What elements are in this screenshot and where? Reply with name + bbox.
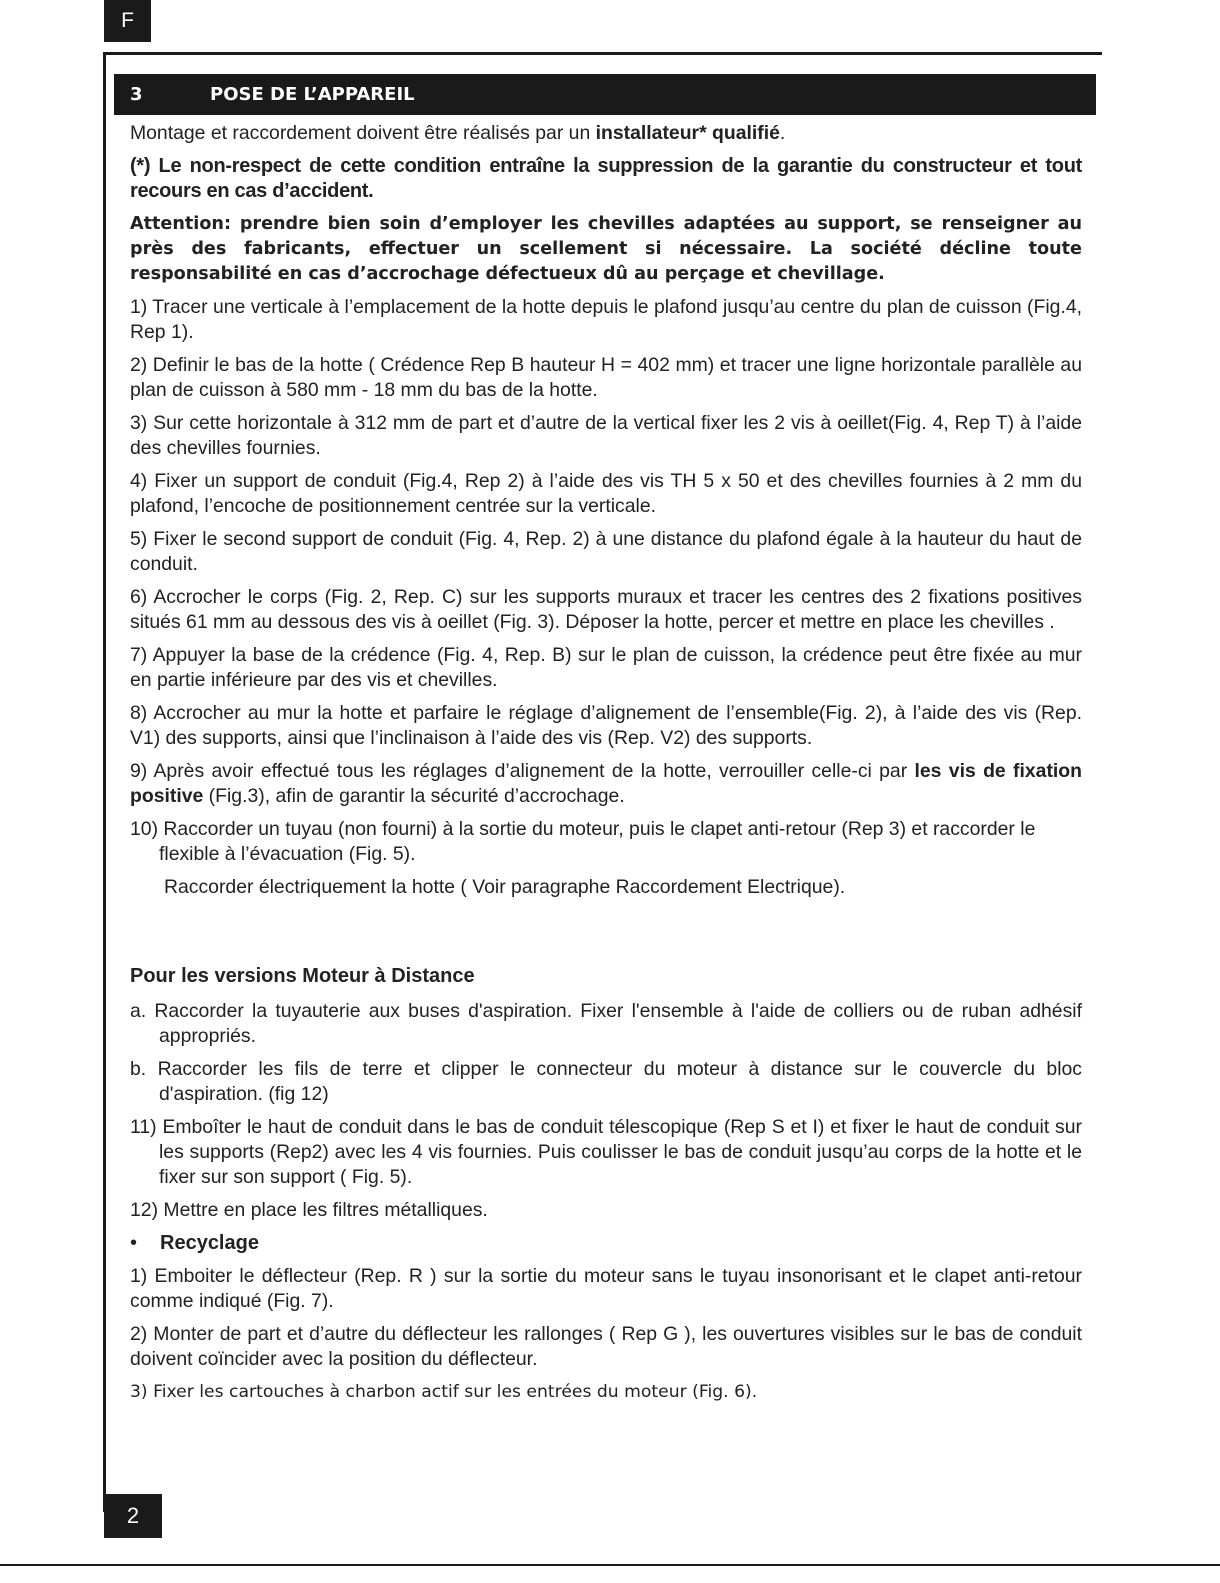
step-10: 10) Raccorder un tuyau (non fourni) à la sortie du moteur, puis le clapet anti-retour (Rep 3) et raccorder le flexible à l’évacuation (Fig. 5). [130, 818, 1036, 865]
bottom-rule [0, 1564, 1220, 1566]
step-1: 1) Tracer une verticale à l’emplacement de la hotte depuis le plafond jusqu’au centre du plan de cuisson (Fig.4, Rep 1). [130, 296, 1082, 343]
intro-text: Montage et raccordement doivent être réalisés par un [130, 122, 596, 144]
warranty-warning: (*) Le non-respect de cette condition entraîne la suppression de la garantie du constructeur et tout recours en cas d’accident. [130, 155, 1082, 202]
step-9-bold-2: fixation positive [130, 760, 1082, 807]
step-11: 11) Emboîter le haut de conduit dans le bas de conduit télescopique (Rep S et I) et fixer le haut de conduit sur les supports (Rep2) avec les 4 vis fournies. Puis coulisser le bas de conduit jusqu’au corps de la hotte et le fixer sur son support ( Fig. 5). [130, 1116, 1082, 1188]
page-number-label: 2 [126, 1503, 140, 1528]
step-9-text-end: (Fig.3), afin de garantir la sécurité d’accrochage. [203, 785, 625, 807]
left-rule [103, 52, 106, 1512]
step-6: 6) Accrocher le corps (Fig. 2, Rep. C) sur les supports muraux et tracer les centres des 2 fixations positives situés 61 mm au dessous des vis à oeillet (Fig. 3). Déposer la hotte, percer et mettre en place les chevilles . [130, 586, 1082, 633]
intro-bold: installateur* qualifié [595, 122, 780, 144]
step-12: 12) Mettre en place les filtres métalliques. [130, 1199, 488, 1221]
step-10-electrical: Raccorder électriquement la hotte ( Voir paragraphe Raccordement Electrique). [164, 876, 846, 898]
intro-end: . [779, 122, 786, 144]
recycling-title-text: Recyclage [160, 1232, 259, 1254]
step-9-text: 9) Après avoir effectué tous les réglages d’alignement de la hotte, verrouiller celle-ci par [130, 760, 915, 782]
step-5: 5) Fixer le second support de conduit (Fig. 4, Rep. 2) à une distance du plafond égale à la hauteur du haut de conduit. [130, 528, 1082, 575]
step-2: 2) Definir le bas de la hotte ( Crédence Rep B hauteur H = 402 mm) et tracer une ligne horizontale parallèle au plan de cuisson à 580 mm - 18 mm du bas de la hotte. [130, 354, 1082, 401]
remote-motor-title: Pour les versions Moteur à Distance [130, 965, 475, 987]
step-9-bold-1: les vis de [914, 760, 1006, 782]
step-3: 3) Sur cette horizontale à 312 mm de part et d’autre de la vertical fixer les 2 vis à oeillet(Fig. 4, Rep T) à l’aide des chevilles fournies. [130, 412, 1082, 459]
page-number [104, 1494, 162, 1538]
section-title: POSE DE L’APPAREIL [210, 84, 415, 105]
recycling-title [130, 1231, 1082, 1256]
recycling-step-3: 3) Fixer les cartouches à charbon actif sur les entrées du moteur (Fig. 6). [130, 1382, 758, 1402]
bullet-icon: • [130, 1232, 138, 1254]
remote-item-a: a. Raccorder la tuyauterie aux buses d'aspiration. Fixer l'ensemble à l'aide de colliers ou de ruban adhésif appropriés. [130, 1000, 1082, 1047]
step-7: 7) Appuyer la base de la crédence (Fig. 4, Rep. B) sur le plan de cuisson, la crédence peut être fixée au mur en partie inférieure par des vis et chevilles. [130, 644, 1082, 691]
intro-paragraph [130, 121, 1082, 146]
language-tab [104, 0, 151, 42]
recycling-step-1: 1) Emboiter le déflecteur (Rep. R ) sur la sortie du moteur sans le tuyau insonorisant et le clapet anti-retour comme indiqué (Fig. 7). [130, 1265, 1082, 1312]
section-number: 3 [130, 84, 143, 105]
top-rule [104, 52, 1102, 55]
remote-item-b: b. Raccorder les fils de terre et clipper le connecteur du moteur à distance sur le couvercle du bloc d'aspiration. (fig 12) [130, 1058, 1082, 1105]
step-8: 8) Accrocher au mur la hotte et parfaire le réglage d’alignement de l’ensemble(Fig. 2), à l’aide des vis (Rep. V1) des supports, ainsi que l’inclinaison à l’aide des vis (Rep. V2) des supports. [130, 702, 1082, 749]
recycling-step-2: 2) Monter de part et d’autre du déflecteur les rallonges ( Rep G ), les ouvertures visibles sur le bas de conduit doivent coïncider avec la position du déflecteur. [130, 1323, 1082, 1370]
step-4: 4) Fixer un support de conduit (Fig.4, Rep 2) à l’aide des vis TH 5 x 50 et des chevilles fournies à 2 mm du plafond, l’encoche de positionnement centrée sur la verticale. [130, 470, 1082, 517]
language-tab-label: F [121, 9, 134, 32]
attention-note: Attention: prendre bien soin d’employer les chevilles adaptées au support, se renseigner au près des fabricants, effectuer un scellement si nécessaire. La société décline toute responsabilité en cas d’accrochage défectueux dû au perçage et chevillage. [130, 214, 1082, 284]
step-9 [130, 759, 1082, 809]
section-header [114, 74, 1096, 115]
document-body [130, 121, 1082, 1413]
